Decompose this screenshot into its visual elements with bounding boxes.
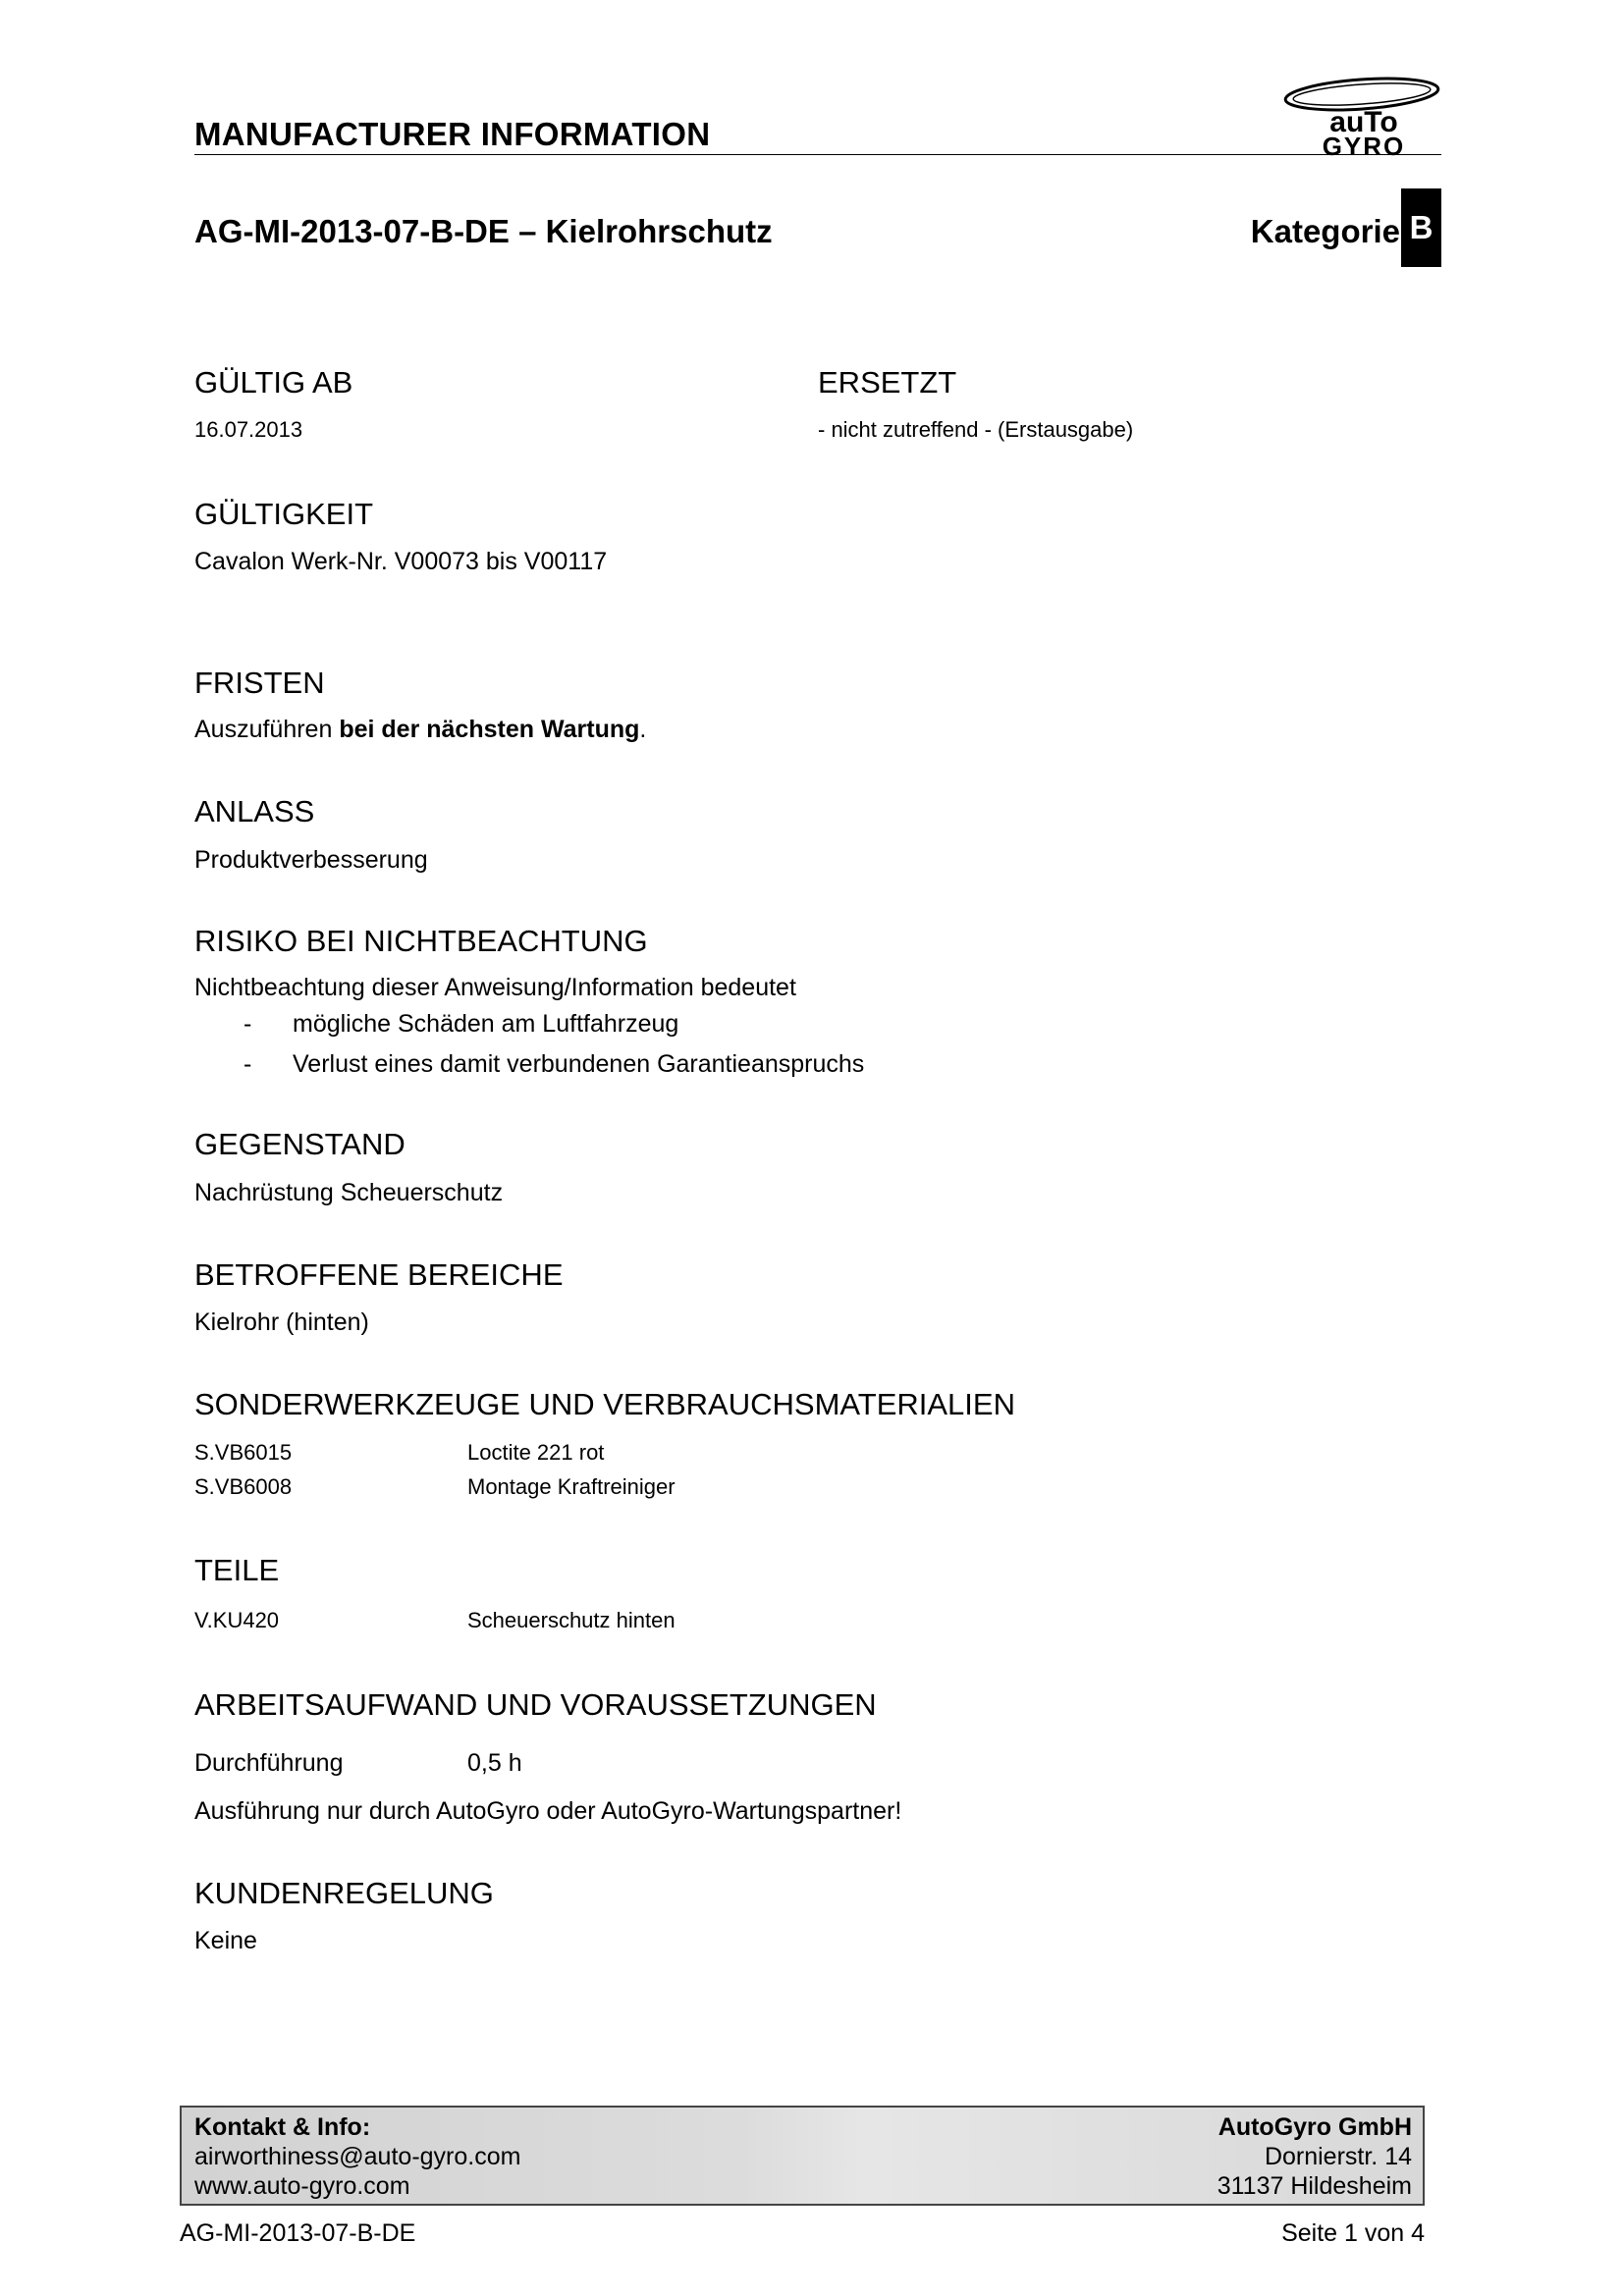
category-label: Kategorie <box>1250 213 1400 249</box>
customer-heading: KUNDENREGELUNG <box>194 1876 494 1910</box>
risk-intro: Nichtbeachtung dieser Anweisung/Information bedeutet <box>194 974 796 1001</box>
validity-value: Cavalon Werk-Nr. V00073 bis V00117 <box>194 548 608 575</box>
effort-value: 0,5 h <box>467 1749 522 1777</box>
risk-bullet: - <box>243 1050 252 1078</box>
category-badge: B <box>1401 188 1441 267</box>
deadlines-suffix: . <box>639 716 647 743</box>
tool-desc: Loctite 221 rot <box>467 1440 605 1465</box>
contact-title: Kontakt & Info: <box>194 2113 371 2141</box>
affected-value: Kielrohr (hinten) <box>194 1308 369 1336</box>
effort-heading: ARBEITSAUFWAND UND VORAUSSETZUNGEN <box>194 1687 877 1722</box>
affected-heading: BETROFFENE BEREICHE <box>194 1257 564 1292</box>
contact-website[interactable]: www.auto-gyro.com <box>194 2172 410 2200</box>
tool-code: S.VB6008 <box>194 1474 293 1499</box>
contact-email[interactable]: airworthiness@auto-gyro.com <box>194 2143 521 2170</box>
company-city: 31137 Hildesheim <box>1217 2172 1412 2200</box>
tools-heading: SONDERWERKZEUGE UND VERBRAUCHSMATERIALIEN <box>194 1387 1015 1421</box>
validity-heading: GÜLTIGKEIT <box>194 497 374 531</box>
tool-desc: Montage Kraftreiniger <box>467 1474 676 1499</box>
replaces-value: - nicht zutreffend - (Erstausgabe) <box>818 417 1134 442</box>
tool-code: S.VB6015 <box>194 1440 293 1465</box>
footer-doc-id: AG-MI-2013-07-B-DE <box>180 2219 416 2247</box>
customer-value: Keine <box>194 1927 257 1954</box>
header-divider <box>194 154 1441 155</box>
logo-text-bottom: GYRO <box>1322 132 1406 157</box>
reason-value: Produktverbesserung <box>194 846 428 874</box>
company-name: AutoGyro GmbH <box>1217 2113 1412 2141</box>
footer-page-number: Seite 1 von 4 <box>1281 2219 1425 2247</box>
valid-from-heading: GÜLTIG AB <box>194 365 353 400</box>
replaces-heading: ERSETZT <box>818 365 957 400</box>
subject-heading: GEGENSTAND <box>194 1127 406 1161</box>
parts-heading: TEILE <box>194 1553 280 1587</box>
company-street: Dornierstr. 14 <box>1264 2143 1412 2170</box>
reason-heading: ANLASS <box>194 794 315 828</box>
part-desc: Scheuerschutz hinten <box>467 1608 676 1632</box>
part-code: V.KU420 <box>194 1608 280 1632</box>
risk-bullet: - <box>243 1010 252 1038</box>
logo-text-top: auTo <box>1329 106 1398 138</box>
effort-label: Durchführung <box>194 1749 344 1777</box>
risk-item: Verlust eines damit verbundenen Garantieanspruchs <box>293 1050 865 1078</box>
deadlines-text <box>194 716 646 744</box>
effort-note: Ausführung nur durch AutoGyro oder AutoGyro-Wartungspartner! <box>194 1797 902 1825</box>
subject-value: Nachrüstung Scheuerschutz <box>194 1179 504 1206</box>
valid-from-value: 16.07.2013 <box>194 417 303 442</box>
autogyro-logo <box>1281 73 1443 157</box>
deadlines-emphasis: bei der nächsten Wartung <box>339 716 640 743</box>
document-title: AG-MI-2013-07-B-DE – Kielrohrschutz <box>194 213 773 249</box>
deadlines-heading: FRISTEN <box>194 666 325 700</box>
page-header-title: MANUFACTURER INFORMATION <box>194 116 711 152</box>
deadlines-prefix: Auszuführen <box>194 716 340 743</box>
risk-heading: RISIKO BEI NICHTBEACHTUNG <box>194 924 648 958</box>
risk-item: mögliche Schäden am Luftfahrzeug <box>293 1010 679 1038</box>
